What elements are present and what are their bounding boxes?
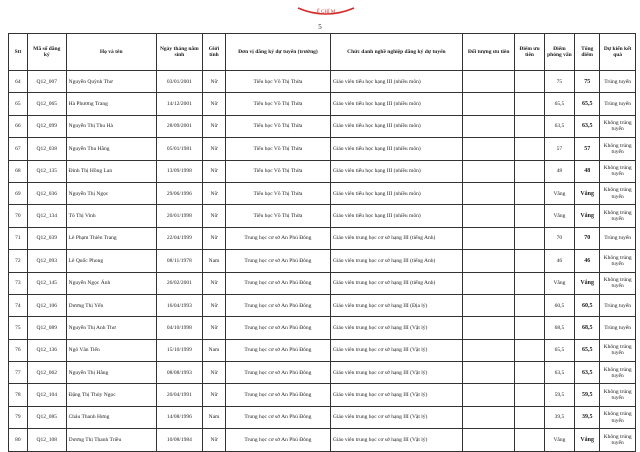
table-row xyxy=(9,205,636,227)
cell-ngay-sinh: 13/09/1998 xyxy=(156,160,202,182)
cell-diem-uu-tien xyxy=(515,182,544,204)
cell-tong-diem: Vắng xyxy=(575,182,600,204)
cell-stt: 78 xyxy=(9,384,28,406)
cell-ho-ten: Đinh Thị Hồng Lan xyxy=(66,160,156,182)
table-row xyxy=(9,160,636,182)
cell-stt: 64 xyxy=(9,71,28,93)
cell-diem-phong-van: 48 xyxy=(544,160,574,182)
table-row xyxy=(9,182,636,204)
cell-gioi-tinh: Nữ xyxy=(202,294,225,316)
cell-ma-so: Q12_135 xyxy=(27,160,66,182)
cell-ho-ten: Dương Thị Yến xyxy=(66,294,156,316)
cell-diem-uu-tien xyxy=(515,227,544,249)
cell-gioi-tinh: Nữ xyxy=(202,160,225,182)
cell-ma-so: Q12_089 xyxy=(27,317,66,339)
cell-ma-so: Q12_134 xyxy=(27,205,66,227)
table-row xyxy=(9,115,636,137)
cell-ngay-sinh: 29/06/1996 xyxy=(156,182,202,204)
cell-tong-diem: 65,5 xyxy=(575,93,600,115)
cell-chuc-danh: Giáo viên tiểu học hạng III (nhiều môn) xyxy=(330,115,462,137)
cell-ngay-sinh: 14/08/1996 xyxy=(156,406,202,428)
cell-diem-phong-van: 68,5 xyxy=(544,317,574,339)
cell-gioi-tinh: Nữ xyxy=(202,138,225,160)
cell-chuc-danh: Giáo viên tiểu học hạng III (nhiều môn) xyxy=(330,138,462,160)
table-header-row xyxy=(9,34,636,71)
cell-ho-ten: Dương Thị Thanh Triều xyxy=(66,429,156,451)
header-stt: Stt xyxy=(9,34,28,71)
cell-ngay-sinh: 15/10/1999 xyxy=(156,339,202,361)
cell-diem-uu-tien xyxy=(515,406,544,428)
cell-du-kien: Không trúng tuyển xyxy=(600,384,636,406)
cell-du-kien: Trúng tuyển xyxy=(600,93,636,115)
cell-du-kien: Không trúng tuyển xyxy=(600,362,636,384)
cell-gioi-tinh: Nữ xyxy=(202,115,225,137)
table-row xyxy=(9,138,636,160)
cell-du-kien: Không trúng tuyển xyxy=(600,182,636,204)
cell-ngay-sinh: 28/09/2001 xyxy=(156,115,202,137)
cell-ngay-sinh: 10/08/1984 xyxy=(156,429,202,451)
cell-diem-phong-van: 57 xyxy=(544,138,574,160)
cell-ngay-sinh: 26/02/2001 xyxy=(156,272,202,294)
cell-diem-phong-van: 60,5 xyxy=(544,294,574,316)
cell-chuc-danh: Giáo viên tiểu học hạng III (nhiều môn) xyxy=(330,93,462,115)
cell-diem-phong-van: 65,5 xyxy=(544,93,574,115)
cell-tong-diem: 57 xyxy=(575,138,600,160)
cell-stt: 65 xyxy=(9,93,28,115)
cell-tong-diem: 75 xyxy=(575,71,600,93)
cell-chuc-danh: Giáo viên trung học cơ sở hạng III (tiếng Anh) xyxy=(330,272,462,294)
cell-tong-diem: Vắng xyxy=(575,205,600,227)
cell-tong-diem: 48 xyxy=(575,160,600,182)
cell-du-kien: Không trúng tuyển xyxy=(600,205,636,227)
cell-stt: 68 xyxy=(9,160,28,182)
cell-gioi-tinh: Nữ xyxy=(202,384,225,406)
table-row xyxy=(9,272,636,294)
cell-gioi-tinh: Nữ xyxy=(202,71,225,93)
header-diem-phong-van: Điểm phỏng vấn xyxy=(544,34,574,71)
cell-don-vi: Tiểu học Võ Thị Thừa xyxy=(225,71,330,93)
cell-ho-ten: Nguyễn Ngọc Ánh xyxy=(66,272,156,294)
table-row xyxy=(9,227,636,249)
cell-don-vi: Trung học cơ sở An Phú Đông xyxy=(225,429,330,451)
cell-gioi-tinh: Nữ xyxy=(202,362,225,384)
cell-tong-diem: 70 xyxy=(575,227,600,249)
header-chuc-danh: Chức danh nghề nghiệp đăng ký dự tuyển xyxy=(330,34,462,71)
cell-du-kien: Không trúng tuyển xyxy=(600,429,636,451)
cell-ma-so: Q12_099 xyxy=(27,115,66,137)
header-ma-so: Mã số đăng ký xyxy=(27,34,66,71)
cell-du-kien: Trúng tuyển xyxy=(600,294,636,316)
header-diem-uu-tien: Điểm ưu tiên xyxy=(515,34,544,71)
cell-doi-tuong xyxy=(462,339,514,361)
header-du-kien: Dự kiến kết quả xyxy=(600,34,636,71)
cell-doi-tuong xyxy=(462,362,514,384)
cell-ma-so: Q12_104 xyxy=(27,384,66,406)
cell-stt: 67 xyxy=(9,138,28,160)
cell-doi-tuong xyxy=(462,138,514,160)
cell-ma-so: Q12_108 xyxy=(27,429,66,451)
cell-doi-tuong xyxy=(462,93,514,115)
cell-don-vi: Trung học cơ sở An Phú Đông xyxy=(225,384,330,406)
cell-stt: 73 xyxy=(9,272,28,294)
cell-don-vi: Trung học cơ sở An Phú Đông xyxy=(225,406,330,428)
header-gioi-tinh: Giới tính xyxy=(202,34,225,71)
cell-tong-diem: 46 xyxy=(575,250,600,272)
cell-du-kien: Không trúng tuyển xyxy=(600,272,636,294)
cell-chuc-danh: Giáo viên trung học cơ sở hạng III (Vật lý) xyxy=(330,362,462,384)
cell-chuc-danh: Giáo viên trung học cơ sở hạng III (Vật lý) xyxy=(330,429,462,451)
header-tong-diem: Tổng điểm xyxy=(575,34,600,71)
cell-stt: 69 xyxy=(9,182,28,204)
cell-ma-so: Q12_136 xyxy=(27,339,66,361)
cell-du-kien: Không trúng tuyển xyxy=(600,160,636,182)
cell-tong-diem: 60,5 xyxy=(575,294,600,316)
cell-ho-ten: Lê Quốc Phong xyxy=(66,250,156,272)
cell-stt: 75 xyxy=(9,317,28,339)
cell-don-vi: Tiểu học Võ Thị Thừa xyxy=(225,182,330,204)
page-number: 5 xyxy=(318,23,322,31)
cell-du-kien: Không trúng tuyển xyxy=(600,250,636,272)
cell-chuc-danh: Giáo viên trung học cơ sở hạng III (Vật lý) xyxy=(330,339,462,361)
cell-ho-ten: Nguyễn Thu Hằng xyxy=(66,138,156,160)
cell-diem-phong-van: 65,5 xyxy=(544,339,574,361)
cell-diem-uu-tien xyxy=(515,362,544,384)
cell-ho-ten: Nguyễn Thị Anh Thư xyxy=(66,317,156,339)
cell-doi-tuong xyxy=(462,182,514,204)
cell-ma-so: Q12_036 xyxy=(27,182,66,204)
cell-stt: 76 xyxy=(9,339,28,361)
cell-chuc-danh: Giáo viên tiểu học hạng III (nhiều môn) xyxy=(330,160,462,182)
svg-text:Ế CHÍ M: Ế CHÍ M xyxy=(316,10,336,15)
cell-ngay-sinh: 20/01/1998 xyxy=(156,205,202,227)
cell-du-kien: Không trúng tuyển xyxy=(600,339,636,361)
cell-tong-diem: 63,5 xyxy=(575,362,600,384)
cell-don-vi: Trung học cơ sở An Phú Đông xyxy=(225,227,330,249)
cell-don-vi: Trung học cơ sở An Phú Đông xyxy=(225,272,330,294)
cell-tong-diem: 65,5 xyxy=(575,339,600,361)
cell-doi-tuong xyxy=(462,317,514,339)
cell-diem-phong-van: 59,5 xyxy=(544,384,574,406)
cell-stt: 66 xyxy=(9,115,28,137)
cell-chuc-danh: Giáo viên trung học cơ sở hạng III (Vật lý) xyxy=(330,384,462,406)
cell-diem-uu-tien xyxy=(515,205,544,227)
cell-du-kien: Trúng tuyển xyxy=(600,227,636,249)
cell-ngay-sinh: 14/12/2001 xyxy=(156,93,202,115)
cell-diem-phong-van: 63,5 xyxy=(544,115,574,137)
cell-diem-uu-tien xyxy=(515,294,544,316)
cell-doi-tuong xyxy=(462,205,514,227)
cell-gioi-tinh: Nam xyxy=(202,339,225,361)
cell-don-vi: Trung học cơ sở An Phú Đông xyxy=(225,294,330,316)
results-table xyxy=(8,33,636,452)
cell-don-vi: Tiểu học Võ Thị Thừa xyxy=(225,160,330,182)
cell-diem-uu-tien xyxy=(515,115,544,137)
cell-diem-uu-tien xyxy=(515,160,544,182)
cell-gioi-tinh: Nam xyxy=(202,406,225,428)
cell-chuc-danh: Giáo viên trung học cơ sở hạng III (tiếng Anh) xyxy=(330,250,462,272)
cell-ho-ten: Hà Phương Trang xyxy=(66,93,156,115)
cell-ho-ten: Lê Phạm Thiên Trang xyxy=(66,227,156,249)
cell-ho-ten: Nguyễn Thị Thu Hà xyxy=(66,115,156,137)
cell-doi-tuong xyxy=(462,250,514,272)
cell-ma-so: Q12_062 xyxy=(27,362,66,384)
cell-gioi-tinh: Nữ xyxy=(202,317,225,339)
cell-diem-uu-tien xyxy=(515,384,544,406)
cell-ma-so: Q12_093 xyxy=(27,250,66,272)
cell-ho-ten: Tô Thị Vinh xyxy=(66,205,156,227)
cell-tong-diem: Vắng xyxy=(575,429,600,451)
cell-tong-diem: Vắng xyxy=(575,272,600,294)
header-don-vi: Đơn vị đăng ký dự tuyển (trường) xyxy=(225,34,330,71)
cell-diem-uu-tien xyxy=(515,317,544,339)
cell-diem-phong-van: 75 xyxy=(544,71,574,93)
cell-ho-ten: Đặng Thị Thủy Ngọc xyxy=(66,384,156,406)
cell-ho-ten: Nguyễn Thị Ngọc xyxy=(66,182,156,204)
red-seal-stamp xyxy=(296,4,356,20)
cell-ngay-sinh: 16/04/1993 xyxy=(156,294,202,316)
table-row xyxy=(9,362,636,384)
cell-du-kien: Không trúng tuyển xyxy=(600,115,636,137)
table-row xyxy=(9,250,636,272)
cell-gioi-tinh: Nữ xyxy=(202,205,225,227)
table-row xyxy=(9,384,636,406)
cell-diem-phong-van: 39,5 xyxy=(544,406,574,428)
cell-doi-tuong xyxy=(462,227,514,249)
cell-diem-phong-van: 46 xyxy=(544,250,574,272)
table-row xyxy=(9,339,636,361)
header-doi-tuong: Đối tượng ưu tiên xyxy=(462,34,514,71)
cell-ngay-sinh: 22/04/1999 xyxy=(156,227,202,249)
cell-chuc-danh: Giáo viên trung học cơ sở hạng III (tiếng Anh) xyxy=(330,227,462,249)
cell-don-vi: Tiểu học Võ Thị Thừa xyxy=(225,115,330,137)
cell-ngay-sinh: 03/01/2001 xyxy=(156,71,202,93)
table-row xyxy=(9,71,636,93)
cell-diem-uu-tien xyxy=(515,272,544,294)
cell-diem-phong-van: Vắng xyxy=(544,182,574,204)
cell-stt: 72 xyxy=(9,250,28,272)
cell-diem-uu-tien xyxy=(515,339,544,361)
cell-diem-uu-tien xyxy=(515,250,544,272)
header-ho-ten: Họ và tên xyxy=(66,34,156,71)
cell-ngay-sinh: 04/10/1998 xyxy=(156,317,202,339)
cell-ma-so: Q12_007 xyxy=(27,71,66,93)
cell-ma-so: Q12_065 xyxy=(27,93,66,115)
cell-don-vi: Trung học cơ sở An Phú Đông xyxy=(225,362,330,384)
table-row xyxy=(9,93,636,115)
cell-ngay-sinh: 05/01/1981 xyxy=(156,138,202,160)
header-ngay-sinh: Ngày tháng năm sinh xyxy=(156,34,202,71)
cell-doi-tuong xyxy=(462,384,514,406)
cell-doi-tuong xyxy=(462,160,514,182)
cell-chuc-danh: Giáo viên trung học cơ sở hạng III (Vật lý) xyxy=(330,317,462,339)
cell-ma-so: Q12_038 xyxy=(27,138,66,160)
cell-doi-tuong xyxy=(462,115,514,137)
cell-stt: 80 xyxy=(9,429,28,451)
cell-don-vi: Trung học cơ sở An Phú Đông xyxy=(225,339,330,361)
cell-don-vi: Trung học cơ sở An Phú Đông xyxy=(225,250,330,272)
cell-doi-tuong xyxy=(462,294,514,316)
cell-stt: 74 xyxy=(9,294,28,316)
cell-don-vi: Trung học cơ sở An Phú Đông xyxy=(225,317,330,339)
cell-gioi-tinh: Nữ xyxy=(202,429,225,451)
cell-du-kien: Trúng tuyển xyxy=(600,71,636,93)
cell-chuc-danh: Giáo viên trung học cơ sở hạng III (Địa lý) xyxy=(330,294,462,316)
cell-gioi-tinh: Nữ xyxy=(202,272,225,294)
table-row xyxy=(9,317,636,339)
cell-ma-so: Q12_039 xyxy=(27,227,66,249)
cell-don-vi: Tiểu học Võ Thị Thừa xyxy=(225,138,330,160)
cell-doi-tuong xyxy=(462,406,514,428)
table-row xyxy=(9,406,636,428)
table-body xyxy=(9,71,636,452)
cell-diem-phong-van: Vắng xyxy=(544,429,574,451)
cell-du-kien: Không trúng tuyển xyxy=(600,406,636,428)
cell-diem-uu-tien xyxy=(515,71,544,93)
cell-doi-tuong xyxy=(462,272,514,294)
cell-diem-uu-tien xyxy=(515,429,544,451)
cell-du-kien: Trúng tuyển xyxy=(600,317,636,339)
cell-gioi-tinh: Nữ xyxy=(202,227,225,249)
cell-ma-so: Q12_085 xyxy=(27,406,66,428)
cell-ho-ten: Châu Thanh Hưng xyxy=(66,406,156,428)
cell-ma-so: Q12_145 xyxy=(27,272,66,294)
cell-chuc-danh: Giáo viên tiểu học hạng III (nhiều môn) xyxy=(330,182,462,204)
cell-ngay-sinh: 08/11/1978 xyxy=(156,250,202,272)
cell-diem-phong-van: Vắng xyxy=(544,272,574,294)
cell-tong-diem: 39,5 xyxy=(575,406,600,428)
cell-diem-uu-tien xyxy=(515,138,544,160)
cell-stt: 79 xyxy=(9,406,28,428)
cell-ngay-sinh: 08/08/1993 xyxy=(156,362,202,384)
cell-tong-diem: 63,5 xyxy=(575,115,600,137)
cell-ngay-sinh: 20/04/1991 xyxy=(156,384,202,406)
cell-gioi-tinh: Nam xyxy=(202,250,225,272)
cell-chuc-danh: Giáo viên tiểu học hạng III (nhiều môn) xyxy=(330,71,462,93)
cell-ho-ten: Nguyễn Thị Hằng xyxy=(66,362,156,384)
cell-doi-tuong xyxy=(462,429,514,451)
cell-stt: 77 xyxy=(9,362,28,384)
cell-ho-ten: Ngô Văn Tiến xyxy=(66,339,156,361)
cell-gioi-tinh: Nữ xyxy=(202,182,225,204)
cell-chuc-danh: Giáo viên tiểu học hạng III (nhiều môn) xyxy=(330,205,462,227)
table-row xyxy=(9,294,636,316)
cell-diem-uu-tien xyxy=(515,93,544,115)
cell-diem-phong-van: 63,5 xyxy=(544,362,574,384)
cell-ma-so: Q12_106 xyxy=(27,294,66,316)
cell-ho-ten: Nguyễn Quỳnh Thư xyxy=(66,71,156,93)
cell-don-vi: Tiểu học Võ Thị Thừa xyxy=(225,205,330,227)
cell-stt: 71 xyxy=(9,227,28,249)
cell-gioi-tinh: Nữ xyxy=(202,93,225,115)
cell-doi-tuong xyxy=(462,71,514,93)
cell-chuc-danh: Giáo viên trung học cơ sở hạng III (Vật lý) xyxy=(330,406,462,428)
cell-du-kien: Không trúng tuyển xyxy=(600,138,636,160)
cell-tong-diem: 59,5 xyxy=(575,384,600,406)
cell-diem-phong-van: Vắng xyxy=(544,205,574,227)
cell-tong-diem: 68,5 xyxy=(575,317,600,339)
table-row xyxy=(9,429,636,451)
cell-don-vi: Tiểu học Võ Thị Thừa xyxy=(225,93,330,115)
cell-diem-phong-van: 70 xyxy=(544,227,574,249)
cell-stt: 70 xyxy=(9,205,28,227)
